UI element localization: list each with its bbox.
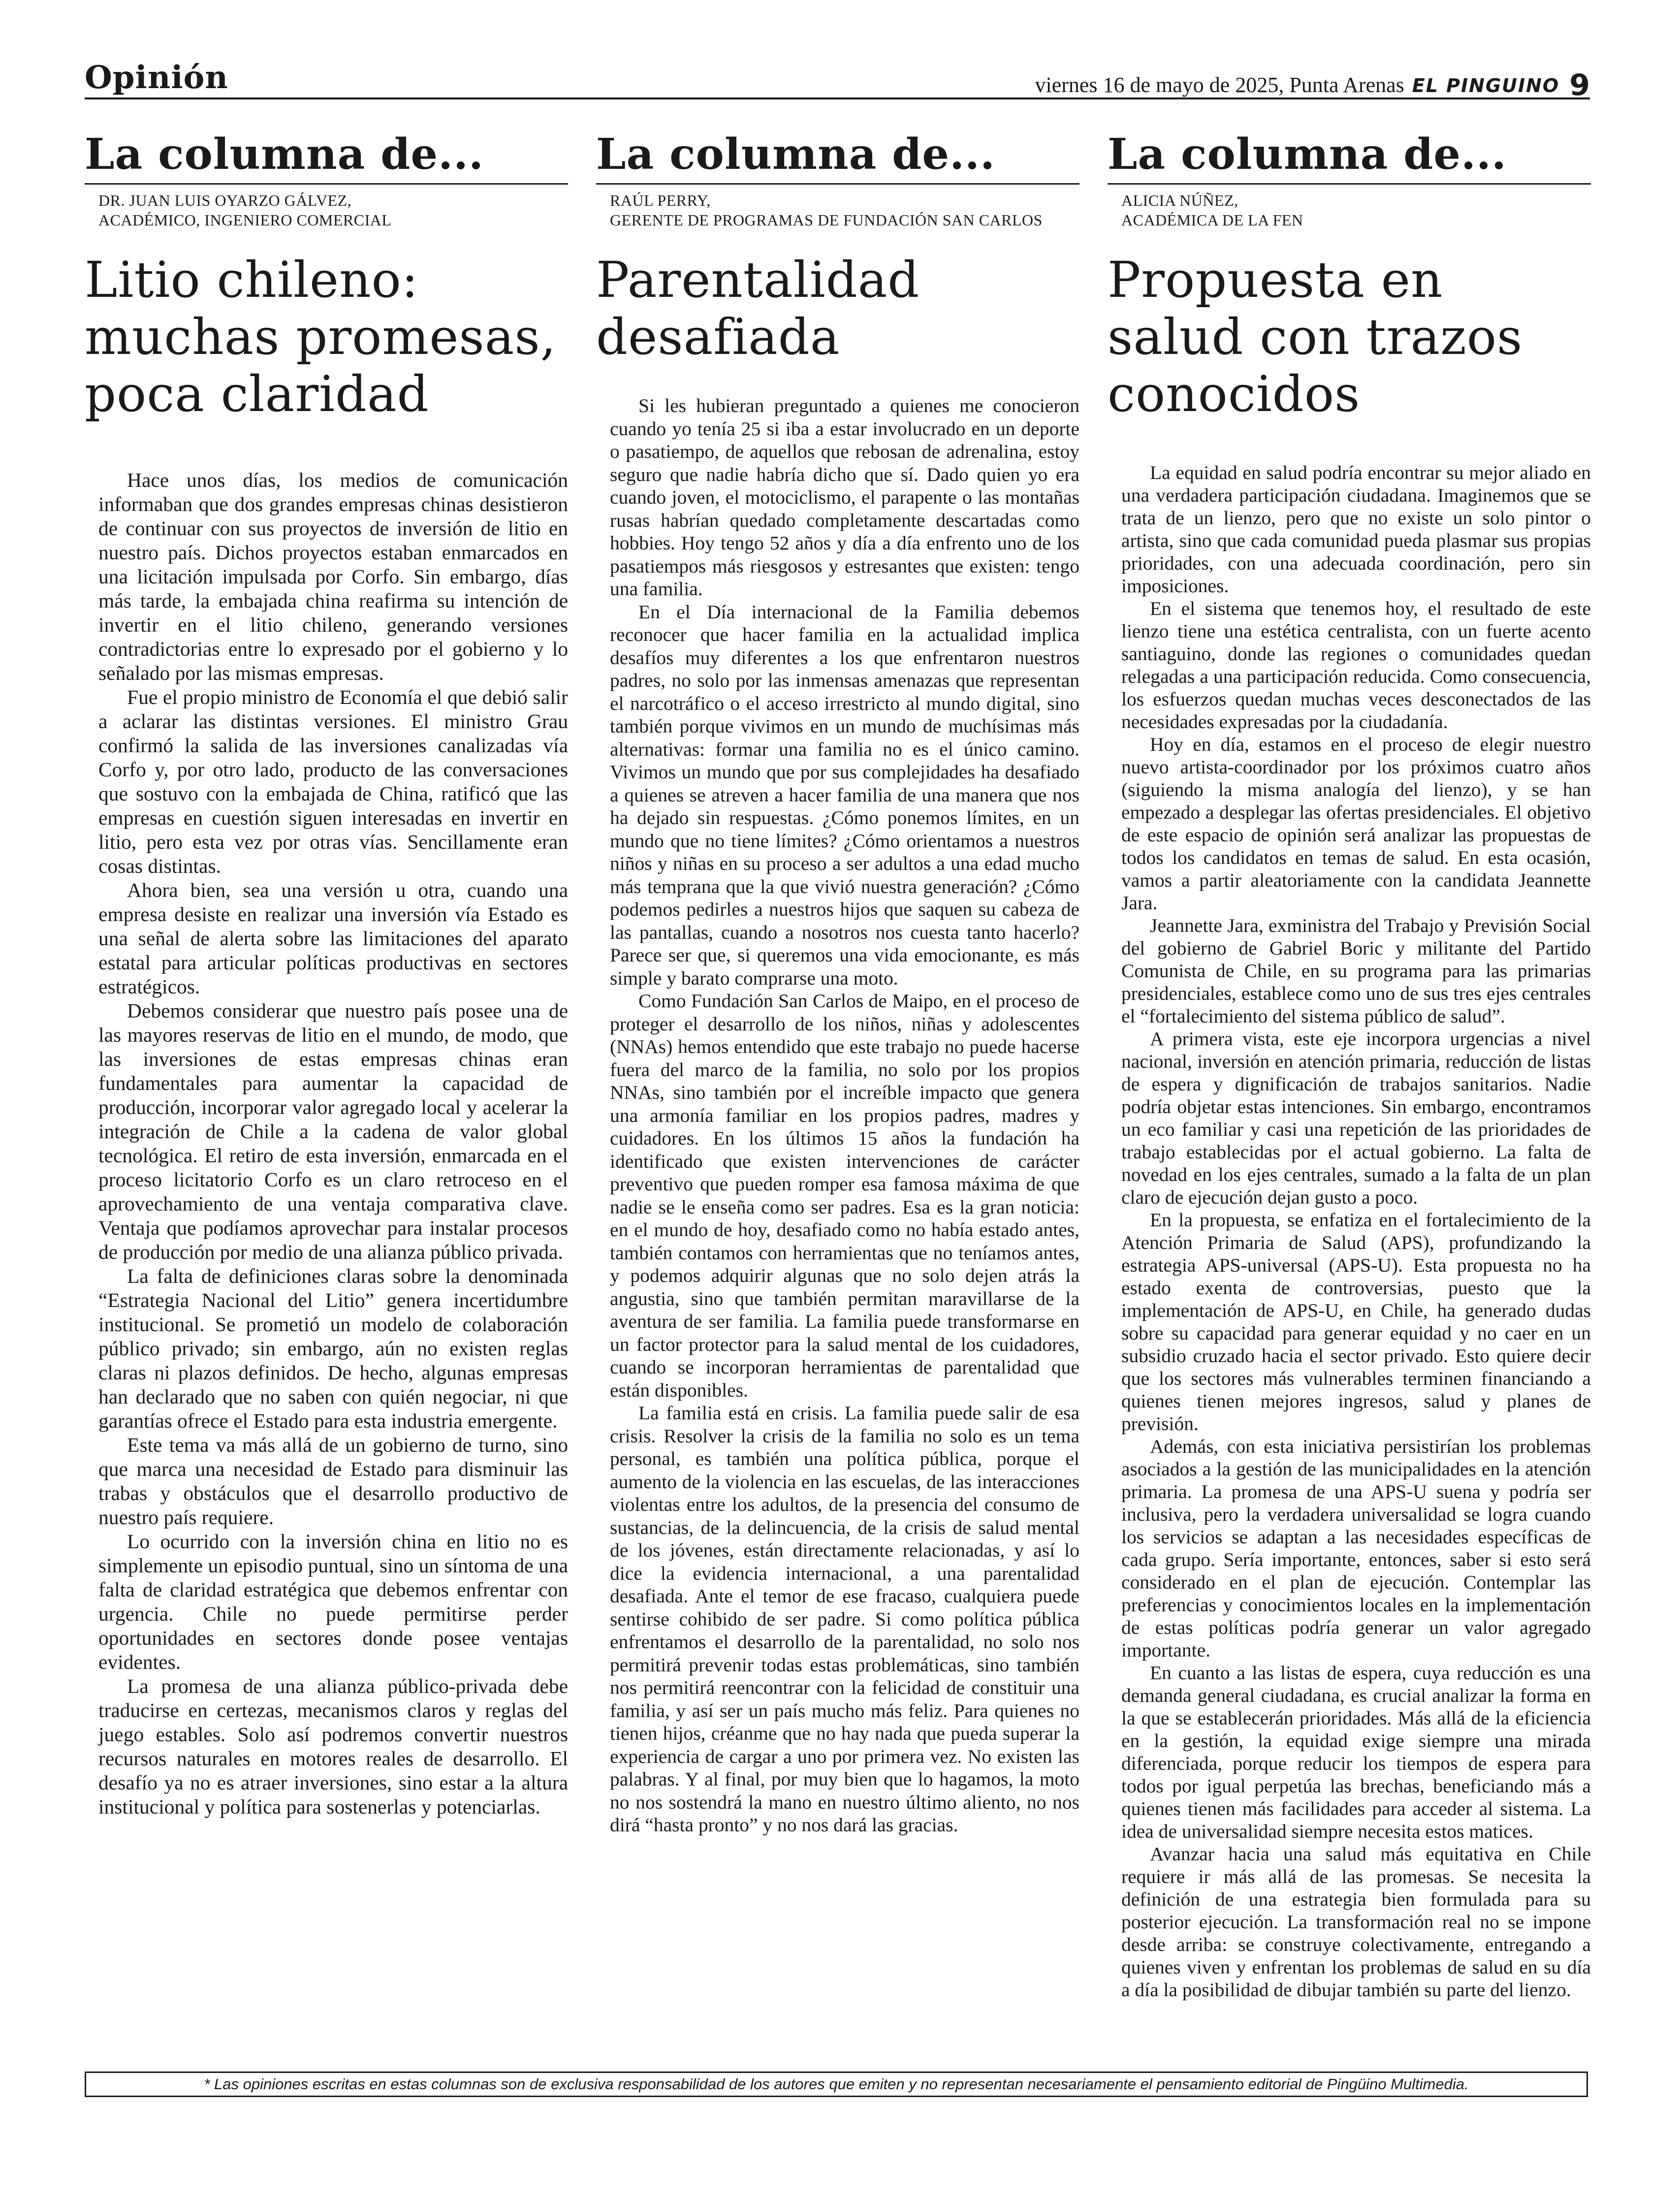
article-paragraph: La equidad en salud podría encontrar su mejor aliado en una verdadera participación ciudadana. Imaginemos que se trata de un lienzo, pero que no existe un solo pintor o artista, sino que cada comunidad pueda plasmar sus propias prioridades, con una adecuada coordinación, pero sin imposiciones. [1121,462,1591,597]
publication-logo: EL PINGUINO [1412,75,1560,96]
article-paragraph: Debemos considerar que nuestro país posee una de las mayores reservas de litio en el mundo, de modo, que las inversiones de estas empresas chinas eran fundamentales para aumentar la capacidad de producción, incorporar valor agregado local y acelerar la integración de Chile a la cadena de valor global tecnológica. El retiro de esta inversión, enmarcada en el proceso licitatorio Corfo es un claro retroceso en el aprovechamiento de una ventaja comparativa clave. Ventaja que podíamos aprovechar para instalar procesos de producción por medio de una alianza público privada. [98,999,568,1263]
article-headline: Propuesta en salud con trazos conocidos [1108,251,1523,423]
article-paragraph: La promesa de una alianza público-privada debe traducirse en certezas, mecanismos claros y reglas del juego estables. Solo así podremos convertir nuestros recursos naturales en motores reales de desarrollo. El desafío ya no es atraer inversiones, sino estar a la altura institucional y política para sostenerlas y potenciarlas. [98,1675,568,1818]
article-paragraph: Avanzar hacia una salud más equitativa en Chile requiere ir más allá de las promesas. Se necesita la definición de una estrategia bien formulada para su posterior ejecución. La transformación real no se impone desde arriba: se construye colectivamente, entregando a quienes viven y enfrentan los problemas de salud en su día a día la posibilidad de dibujar también su parte del lienzo. [1121,1843,1591,2001]
date-text: viernes 16 de mayo de 2025, Punta Arenas [1035,73,1404,97]
author-name: ALICIA NÚÑEZ, [1121,191,1238,209]
page-header [85,59,1590,102]
article-paragraph: Como Fundación San Carlos de Maipo, en el proceso de proteger el desarrollo de los niños, niñas y adolescentes (NNAs) hemos entendido que este trabajo no puede hacerse fuera del marco de la familia, no solo por los propios NNAs, sino también por el increíble impacto que genera una armonía familiar en los propios padres, madres y cuidadores. En los últimos 15 años la fundación ha identificado que existen intervenciones de carácter preventivo que pueden romper esa famosa máxima de que nadie se le enseña como ser padres. Esa es la gran noticia: en el mundo de hoy, desafiado como no había estado antes, también contamos con herramientas que no teníamos antes, y podemos adquirir algunas que no solo dejen atrás la angustia, sino que también permitan maravillarse de la aventura de ser familia. La familia puede transformarse en un factor protector para la salud mental de los cuidadores, cuando se incorporan herramientas de parentalidad que están disponibles. [610,990,1079,1401]
article-paragraph: Si les hubieran preguntado a quienes me conocieron cuando yo tenía 25 si iba a estar involucrado en un deporte o pasatiempo, de aquellos que rebosan de adrenalina, estoy seguro que nadie habría dicho que sí. Dado quien yo era cuando joven, el motociclismo, el parapente o las montañas rusas habrían quedado completamente descartadas como hobbies. Hoy tengo 52 años y día a día enfrento uno de los pasatiempos más riesgosos y estresantes que existen: tengo una familia. [610,395,1079,600]
article-headline: Parentalidad desafiada [596,251,920,366]
opinion-column-1 [85,129,568,1819]
article-paragraph: En el sistema que tenemos hoy, el resultado de este lienzo tiene una estética centralista, con un fuerte acento santiaguino, donde las regiones o comunidades quedan relegadas a una participación reducida. Como consecuencia, los esfuerzos quedan muchas veces desconectados de las necesidades expresadas por la ciudadanía. [1121,598,1591,733]
article-paragraph: La falta de definiciones claras sobre la denominada “Estrategia Nacional del Litio” genera incertidumbre institucional. Se prometió un modelo de colaboración público privado; sin embargo, aún no existen reglas claras ni plazos definidos. De hecho, algunas empresas han declarado que no saben con quién negociar, ni que garantías ofrece el Estado para esta industria emergente. [98,1265,568,1432]
article-body [610,394,1079,1837]
column-kicker: La columna de... [596,129,1079,185]
author-name: DR. JUAN LUIS OYARZO GÁLVEZ, [98,191,352,209]
article-paragraph: Hace unos días, los medios de comunicación informaban que dos grandes empresas chinas desistieron de continuar con sus proyectos de inversión de litio en nuestro país. Dichos proyectos estaban enmarcados en una licitación impulsada por Corfo. Sin embargo, días más tarde, la embajada china reafirma su intención de invertir en el litio chileno, generando versiones contradictorias entre lo expresado por el gobierno y lo señalado por las mismas empresas. [98,469,568,684]
author-role: ACADÉMICO, INGENIERO COMERCIAL [98,211,392,229]
author-role: GERENTE DE PROGRAMAS DE FUNDACIÓN SAN CARLOS [610,211,1043,229]
author-byline [1121,191,1591,230]
editorial-disclaimer: * Las opiniones escritas en estas columnas son de exclusiva responsabilidad de los autores que emiten y no representan necesariamente el pensamiento editorial de Pingüino Multimedia. [85,2071,1588,2097]
dateline [1035,68,1590,102]
article-paragraph: Lo ocurrido con la inversión china en litio no es simplemente un episodio puntual, sino un síntoma de una falta de claridad estratégica que debemos enfrentar con urgencia. Chile no puede permitirse perder oportunidades en sectores donde posee ventajas evidentes. [98,1530,568,1673]
article-body [98,468,568,1819]
article-paragraph: Fue el propio ministro de Economía el que debió salir a aclarar las distintas versiones. El ministro Grau confirmó la salida de las inversiones canalizadas vía Corfo y, por otro lado, producto de las conversaciones que sostuvo con la embajada de China, ratificó que las empresas en cuestión siguen interesadas en invertir en litio, pero esta vez por otras vías. Sencillamente eran cosas distintas. [98,686,568,877]
article-paragraph: Además, con esta iniciativa persistirían los problemas asociados a la gestión de las municipalidades en la atención primaria. La promesa de una APS-U suena y podría ser inclusiva, pero la verdadera universalidad se logra cuando los servicios se adaptan a las necesidades específicas de cada grupo. Sería importante, entonces, saber si esto será considerado en el plan de ejecución. Contemplar las preferencias y conocimientos locales en la implementación de estas políticas podría generar un valor agregado importante. [1121,1435,1591,1661]
column-kicker: La columna de... [1108,129,1591,185]
opinion-column-3 [1108,129,1591,2001]
article-paragraph: Este tema va más allá de un gobierno de turno, sino que marca una necesidad de Estado para disminuir las trabas y obstáculos que el desarrollo productivo de nuestro país requiere. [98,1433,568,1529]
article-paragraph: Hoy en día, estamos en el proceso de elegir nuestro nuevo artista-coordinador por los próximos cuatro años (siguiendo la misma analogía del lienzo), y se han empezado a desplegar las ofertas presidenciales. El objetivo de este espacio de opinión será analizar las propuestas de todos los candidatos en temas de salud. En esta ocasión, vamos a partir aleatoriamente con la candidata Jeannette Jara. [1121,733,1591,914]
article-paragraph: A primera vista, este eje incorpora urgencias a nivel nacional, inversión en atención primaria, reducción de listas de espera y dignificación de trabajos sanitarios. Nadie podría objetar estas intenciones. Sin embargo, encontramos un eco familiar y casi una repetición de las prioridades de trabajo establecidas por el actual gobierno. La falta de novedad en los ejes centrales, sumado a la falta de un plan claro de ejecución dejan gusto a poco. [1121,1028,1591,1208]
article-headline: Litio chileno: muchas promesas, poca claridad [85,251,557,423]
author-role: ACADÉMICA DE LA FEN [1121,211,1303,229]
article-body [1121,461,1591,2001]
article-paragraph: Jeannette Jara, exministra del Trabajo y Previsión Social del gobierno de Gabriel Boric y militante del Partido Comunista de Chile, en su programa para las primarias presidenciales, establece como uno de sus tres ejes centrales el “fortalecimiento del sistema público de salud”. [1121,915,1591,1027]
author-byline [98,191,568,230]
page-number: 9 [1569,68,1590,102]
author-byline [610,191,1079,230]
column-kicker: La columna de... [85,129,568,185]
section-title: Opinión [85,59,228,96]
opinion-column-2 [596,129,1079,1837]
article-paragraph: En la propuesta, se enfatiza en el fortalecimiento de la Atención Primaria de Salud (APS), profundizando la estrategia APS-universal (APS-U). Esta propuesta no ha estado exenta de controversias, puesto que la implementación de APS-U, en Chile, ha generado dudas sobre su capacidad para generar equidad y no caer en un subsidio cruzado hacia el sector privado. Esto quiere decir que los sectores más vulnerables terminen financiando a quienes tienen mejores ingresos, salud y planes de previsión. [1121,1209,1591,1434]
article-paragraph: En cuanto a las listas de espera, cuya reducción es una demanda general ciudadana, es crucial analizar la forma en la que se establecerán prioridades. Más allá de la eficiencia en la gestión, la equidad exige siempre una mirada diferenciada, porque reducir los tiempos de espera para todos por igual perpetúa las brechas, beneficiando más a quienes tienen más facilidades para acceder al sistema. La idea de universalidad siempre necesita estos matices. [1121,1662,1591,1842]
author-name: RAÚL PERRY, [610,191,711,209]
article-paragraph: Ahora bien, sea una versión u otra, cuando una empresa desiste en realizar una inversión vía Estado es una señal de alerta sobre las limitaciones del aparato estatal para articular políticas productivas en sectores estratégicos. [98,879,568,998]
article-paragraph: La familia está en crisis. La familia puede salir de esa crisis. Resolver la crisis de la familia no solo es un tema personal, es también una política pública, porque el aumento de la violencia en las escuelas, de las interacciones violentas entre los adultos, de la presencia del consumo de sustancias, de la delincuencia, de la crisis de salud mental de los jóvenes, están directamente relacionadas, y así lo dice la evidencia internacional, a una parentalidad desafiada. Ante el temor de ese fracaso, cualquiera puede sentirse cohibido de ser padre. Si como política pública enfrentamos el desarrollo de la parentalidad, no solo nos permitirá prevenir todas estas problemáticas, sino también nos permitirá reencontrar con la felicidad de constituir una familia, y así ser un país mucho más feliz. Para quienes no tienen hijos, créanme que no hay nada que pueda superar la experiencia de cargar a uno por primera vez. No existen las palabras. Y al final, por muy bien que lo hagamos, la moto no nos sostendrá la mano en nuestro último aliento, no nos dirá “hasta pronto” y no nos dará las gracias. [610,1402,1079,1836]
article-paragraph: En el Día internacional de la Familia debemos reconocer que hacer familia en la actualidad implica desafíos muy diferentes a los que enfrentaron nuestros padres, no solo por las inmensas amenazas que representan el narcotráfico o el acceso irrestricto al mundo digital, sino también porque vivimos en un mundo de muchísimas más alternativas: formar una familia no es el único camino. Vivimos un mundo que por sus complejidades ha desafiado a quienes se atreven a hacer familia de una manera que nos ha dejado sin respuestas. ¿Cómo ponemos límites, en un mundo que no tiene límites? ¿Cómo orientamos a nuestros niños y niñas en su proceso a ser adultos a una edad mucho más temprana que la que vivió nuestra generación? ¿Cómo podemos pedirles a nuestros hijos que saquen su cabeza de las pantallas, cuando a nosotros nos cuesta tanto hacerlo? Parece ser que, si queremos una vida emocionante, es más simple y barato comprarse una moto. [610,601,1079,989]
